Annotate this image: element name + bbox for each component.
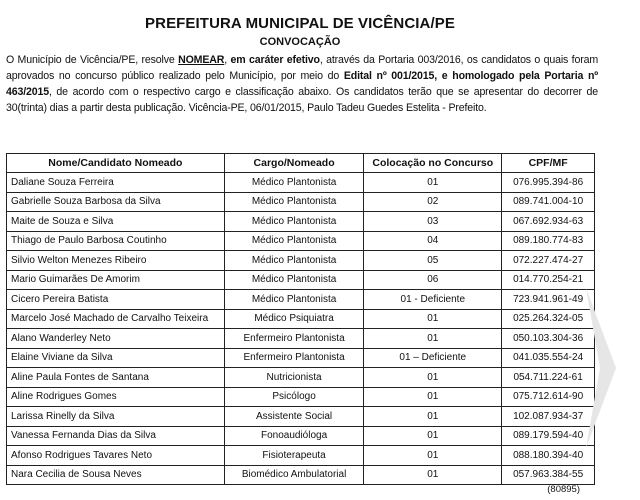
- table-row: [7, 387, 595, 407]
- cell-candidate-name: Larissa Rinelly da Silva: [7, 407, 225, 427]
- table-row: [7, 407, 595, 427]
- cell-position: Médico Plantonista: [224, 173, 364, 193]
- cell-cpf: 014.770.254-21: [502, 270, 595, 290]
- page-arrow-icon: [586, 288, 616, 448]
- cell-ranking: 01: [364, 426, 502, 446]
- cell-ranking: 01: [364, 446, 502, 466]
- cell-candidate-name: Maite de Souza e Silva: [7, 212, 225, 232]
- cell-ranking: 06: [364, 270, 502, 290]
- cell-position: Médico Plantonista: [224, 212, 364, 232]
- cell-position: Psicólogo: [224, 387, 364, 407]
- paragraph-nomear: NOMEAR: [178, 54, 225, 66]
- header-name: Nome/Candidato Nomeado: [7, 154, 225, 173]
- cell-cpf: 067.692.934-63: [502, 212, 595, 232]
- cell-candidate-name: Marcelo José Machado de Carvalho Teixeira: [7, 309, 225, 329]
- table-row: [7, 212, 595, 232]
- paragraph-edital: Edital nº 001/2015, e homologado pela Portaria nº 463/2015: [6, 70, 599, 98]
- cell-position: Médico Psiquiatra: [224, 309, 364, 329]
- cell-ranking: 01 – Deficiente: [364, 348, 502, 368]
- table-row: [7, 465, 595, 485]
- cell-candidate-name: Vanessa Fernanda Dias da Silva: [7, 426, 225, 446]
- cell-cpf: 041.035.554-24: [502, 348, 595, 368]
- cell-position: Médico Plantonista: [224, 192, 364, 212]
- table-row: [7, 270, 595, 290]
- cell-candidate-name: Cicero Pereira Batista: [7, 290, 225, 310]
- paragraph-text-3: , através da Portaria 003/2016, os candidatos o quais foram aprovados no concurso público realizado pelo Município, por meio do: [6, 54, 599, 82]
- cell-cpf: 057.963.384-55: [502, 465, 595, 485]
- paragraph-text-2: ,: [224, 54, 231, 66]
- header-position: Cargo/Nomeado: [224, 154, 364, 173]
- cell-position: Assistente Social: [224, 407, 364, 427]
- cell-position: Médico Plantonista: [224, 270, 364, 290]
- table-row: [7, 348, 595, 368]
- cell-ranking: 03: [364, 212, 502, 232]
- table-row: [7, 426, 595, 446]
- cell-cpf: 025.264.324-05: [502, 309, 595, 329]
- cell-ranking: 02: [364, 192, 502, 212]
- paragraph-efetivo: em caráter efetivo: [230, 54, 320, 66]
- table-header-row: [7, 154, 595, 173]
- cell-position: Biomédico Ambulatorial: [224, 465, 364, 485]
- table-row: [7, 231, 595, 251]
- table-row: [7, 290, 595, 310]
- cell-candidate-name: Nara Cecilia de Sousa Neves: [7, 465, 225, 485]
- table-row: [7, 192, 595, 212]
- cell-ranking: 01 - Deficiente: [364, 290, 502, 310]
- cell-cpf: 102.087.934-37: [502, 407, 595, 427]
- cell-candidate-name: Mario Guimarães De Amorim: [7, 270, 225, 290]
- cell-ranking: 01: [364, 407, 502, 427]
- cell-candidate-name: Afonso Rodrigues Tavares Neto: [7, 446, 225, 466]
- page-title: PREFEITURA MUNICIPAL DE VICÊNCIA/PE: [145, 15, 455, 32]
- cell-position: Enfermeiro Plantonista: [224, 329, 364, 349]
- reference-number: (80895): [547, 484, 580, 495]
- cell-candidate-name: Thiago de Paulo Barbosa Coutinho: [7, 231, 225, 251]
- cell-ranking: 01: [364, 309, 502, 329]
- cell-position: Médico Plantonista: [224, 231, 364, 251]
- cell-cpf: 089.180.774-83: [502, 231, 595, 251]
- cell-ranking: 01: [364, 465, 502, 485]
- cell-position: Médico Plantonista: [224, 290, 364, 310]
- cell-ranking: 05: [364, 251, 502, 271]
- table-row: [7, 251, 595, 271]
- cell-candidate-name: Elaine Viviane da Silva: [7, 348, 225, 368]
- table-row: [7, 368, 595, 388]
- cell-cpf: 723.941.961-49: [502, 290, 595, 310]
- convocation-paragraph: [6, 52, 598, 116]
- paragraph-text-1: O Município de Vicência/PE, resolve: [6, 54, 179, 66]
- cell-position: Fisioterapeuta: [224, 446, 364, 466]
- cell-cpf: 088.180.394-40: [502, 446, 595, 466]
- cell-candidate-name: Alano Wanderley Neto: [7, 329, 225, 349]
- cell-cpf: 089.741.004-10: [502, 192, 595, 212]
- cell-candidate-name: Aline Paula Fontes de Santana: [7, 368, 225, 388]
- cell-cpf: 050.103.304-36: [502, 329, 595, 349]
- table-row: [7, 329, 595, 349]
- cell-cpf: 072.227.474-27: [502, 251, 595, 271]
- cell-position: Nutricionista: [224, 368, 364, 388]
- page-subtitle: CONVOCAÇÃO: [259, 36, 341, 48]
- cell-position: Enfermeiro Plantonista: [224, 348, 364, 368]
- cell-candidate-name: Silvio Welton Menezes Ribeiro: [7, 251, 225, 271]
- cell-cpf: 054.711.224-61: [502, 368, 595, 388]
- cell-ranking: 01: [364, 329, 502, 349]
- paragraph-text-4: , de acordo com o respectivo cargo e classificação abaixo. Os candidatos terão que se apresentar do decorrer de 30(trinta) dias a partir desta publicação. Vicência-PE, 06/01/2015, Paulo Tadeu Guedes Estelita - Prefeito.: [6, 86, 598, 114]
- cell-candidate-name: Gabrielle Souza Barbosa da Silva: [7, 192, 225, 212]
- header-cpf: CPF/MF: [502, 154, 595, 173]
- header-ranking: Colocação no Concurso: [364, 154, 502, 173]
- table-row: [7, 446, 595, 466]
- table-row: [7, 309, 595, 329]
- cell-cpf: 076.995.394-86: [502, 173, 595, 193]
- cell-candidate-name: Aline Rodrigues Gomes: [7, 387, 225, 407]
- cell-cpf: 089.179.594-40: [502, 426, 595, 446]
- cell-position: Médico Plantonista: [224, 251, 364, 271]
- cell-ranking: 01: [364, 173, 502, 193]
- cell-candidate-name: Daliane Souza Ferreira: [7, 173, 225, 193]
- cell-ranking: 04: [364, 231, 502, 251]
- candidates-table: [6, 153, 595, 485]
- cell-position: Fonoaudióloga: [224, 426, 364, 446]
- cell-cpf: 075.712.614-90: [502, 387, 595, 407]
- table-row: [7, 173, 595, 193]
- cell-ranking: 01: [364, 387, 502, 407]
- cell-ranking: 01: [364, 368, 502, 388]
